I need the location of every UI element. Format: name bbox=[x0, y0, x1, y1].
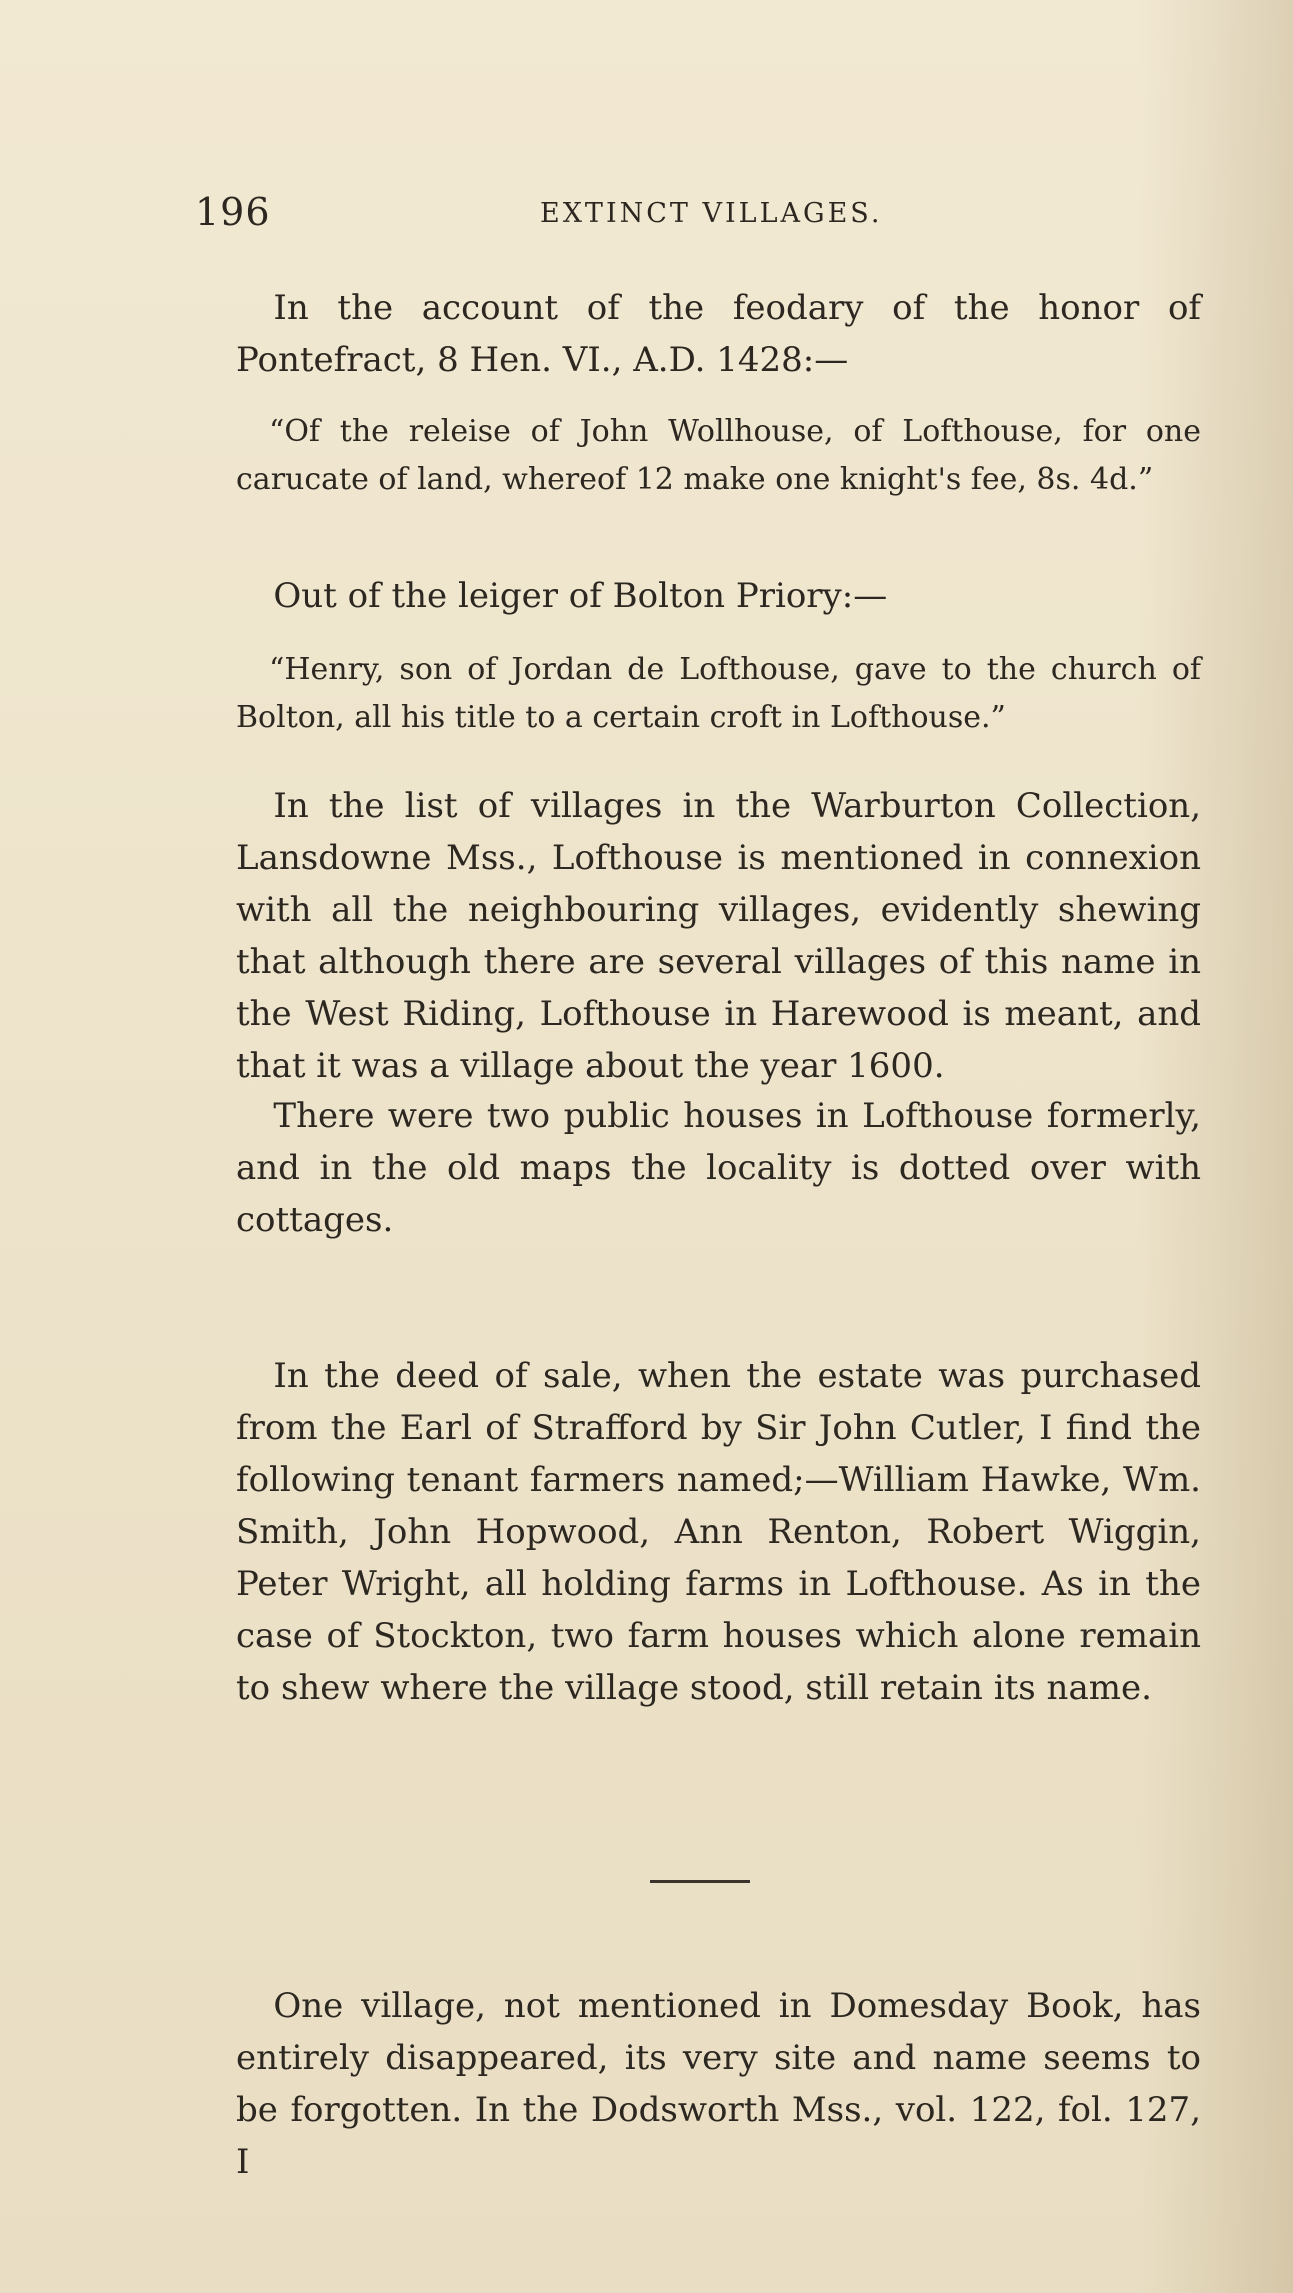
quote-text: “Henry, son of Jordan de Lofthouse, gave to the church of Bolton, all his title to a certain croft in Lofthouse.” bbox=[236, 652, 1201, 735]
paragraph-text: Out of the leiger of Bolton Priory:— bbox=[273, 576, 888, 616]
quote-releise bbox=[236, 408, 1201, 504]
paragraph-text: There were two public houses in Lofthouse formerly, and in the old maps the locality is dotted over with cottages. bbox=[236, 1096, 1201, 1240]
paragraph-warburton bbox=[236, 780, 1201, 1092]
paragraph-domesday bbox=[236, 1980, 1201, 2188]
section-divider bbox=[650, 1880, 750, 1883]
quote-henry bbox=[236, 646, 1201, 742]
paragraph-text: One village, not mentioned in Domesday Book, has entirely disappeared, its very site and name seems to be forgotten. In the Dodsworth Mss., vol. 122, fol. 127, I bbox=[236, 1986, 1201, 2182]
paragraph-public-houses bbox=[236, 1090, 1201, 1246]
page-number: 196 bbox=[195, 190, 271, 234]
paragraph-text: In the list of villages in the Warburton Collection, Lansdowne Mss., Lofthouse is mentioned in connexion with all the neighbouring villages, evidently shewing that although there are several villages of this name in the West Riding, Lofthouse in Harewood is meant, and that it was a village about the year 1600. bbox=[236, 786, 1201, 1086]
quote-text: “Of the releise of John Wollhouse, of Lofthouse, for one carucate of land, whereof 12 make one knight's fee, 8s. 4d.” bbox=[236, 414, 1201, 497]
paragraph-text: In the account of the feodary of the honor of Pontefract, 8 Hen. VI., A.D. 1428:— bbox=[236, 288, 1201, 380]
page-header bbox=[195, 190, 1155, 250]
paragraph-text: In the deed of sale, when the estate was purchased from the Earl of Strafford by Sir John Cutler, I find the following tenant farmers named;—William Hawke, Wm. Smith, John Hopwood, Ann Renton, Robert Wiggin, Peter Wright, all holding farms in Lofthouse. As in the case of Stockton, two farm houses which alone remain to shew where the village stood, still retain its name. bbox=[236, 1356, 1201, 1708]
paragraph-deed-of-sale bbox=[236, 1350, 1201, 1714]
paragraph-feodary bbox=[236, 282, 1201, 386]
running-title: EXTINCT VILLAGES. bbox=[540, 198, 883, 229]
paragraph-bolton-priory bbox=[236, 570, 1201, 622]
